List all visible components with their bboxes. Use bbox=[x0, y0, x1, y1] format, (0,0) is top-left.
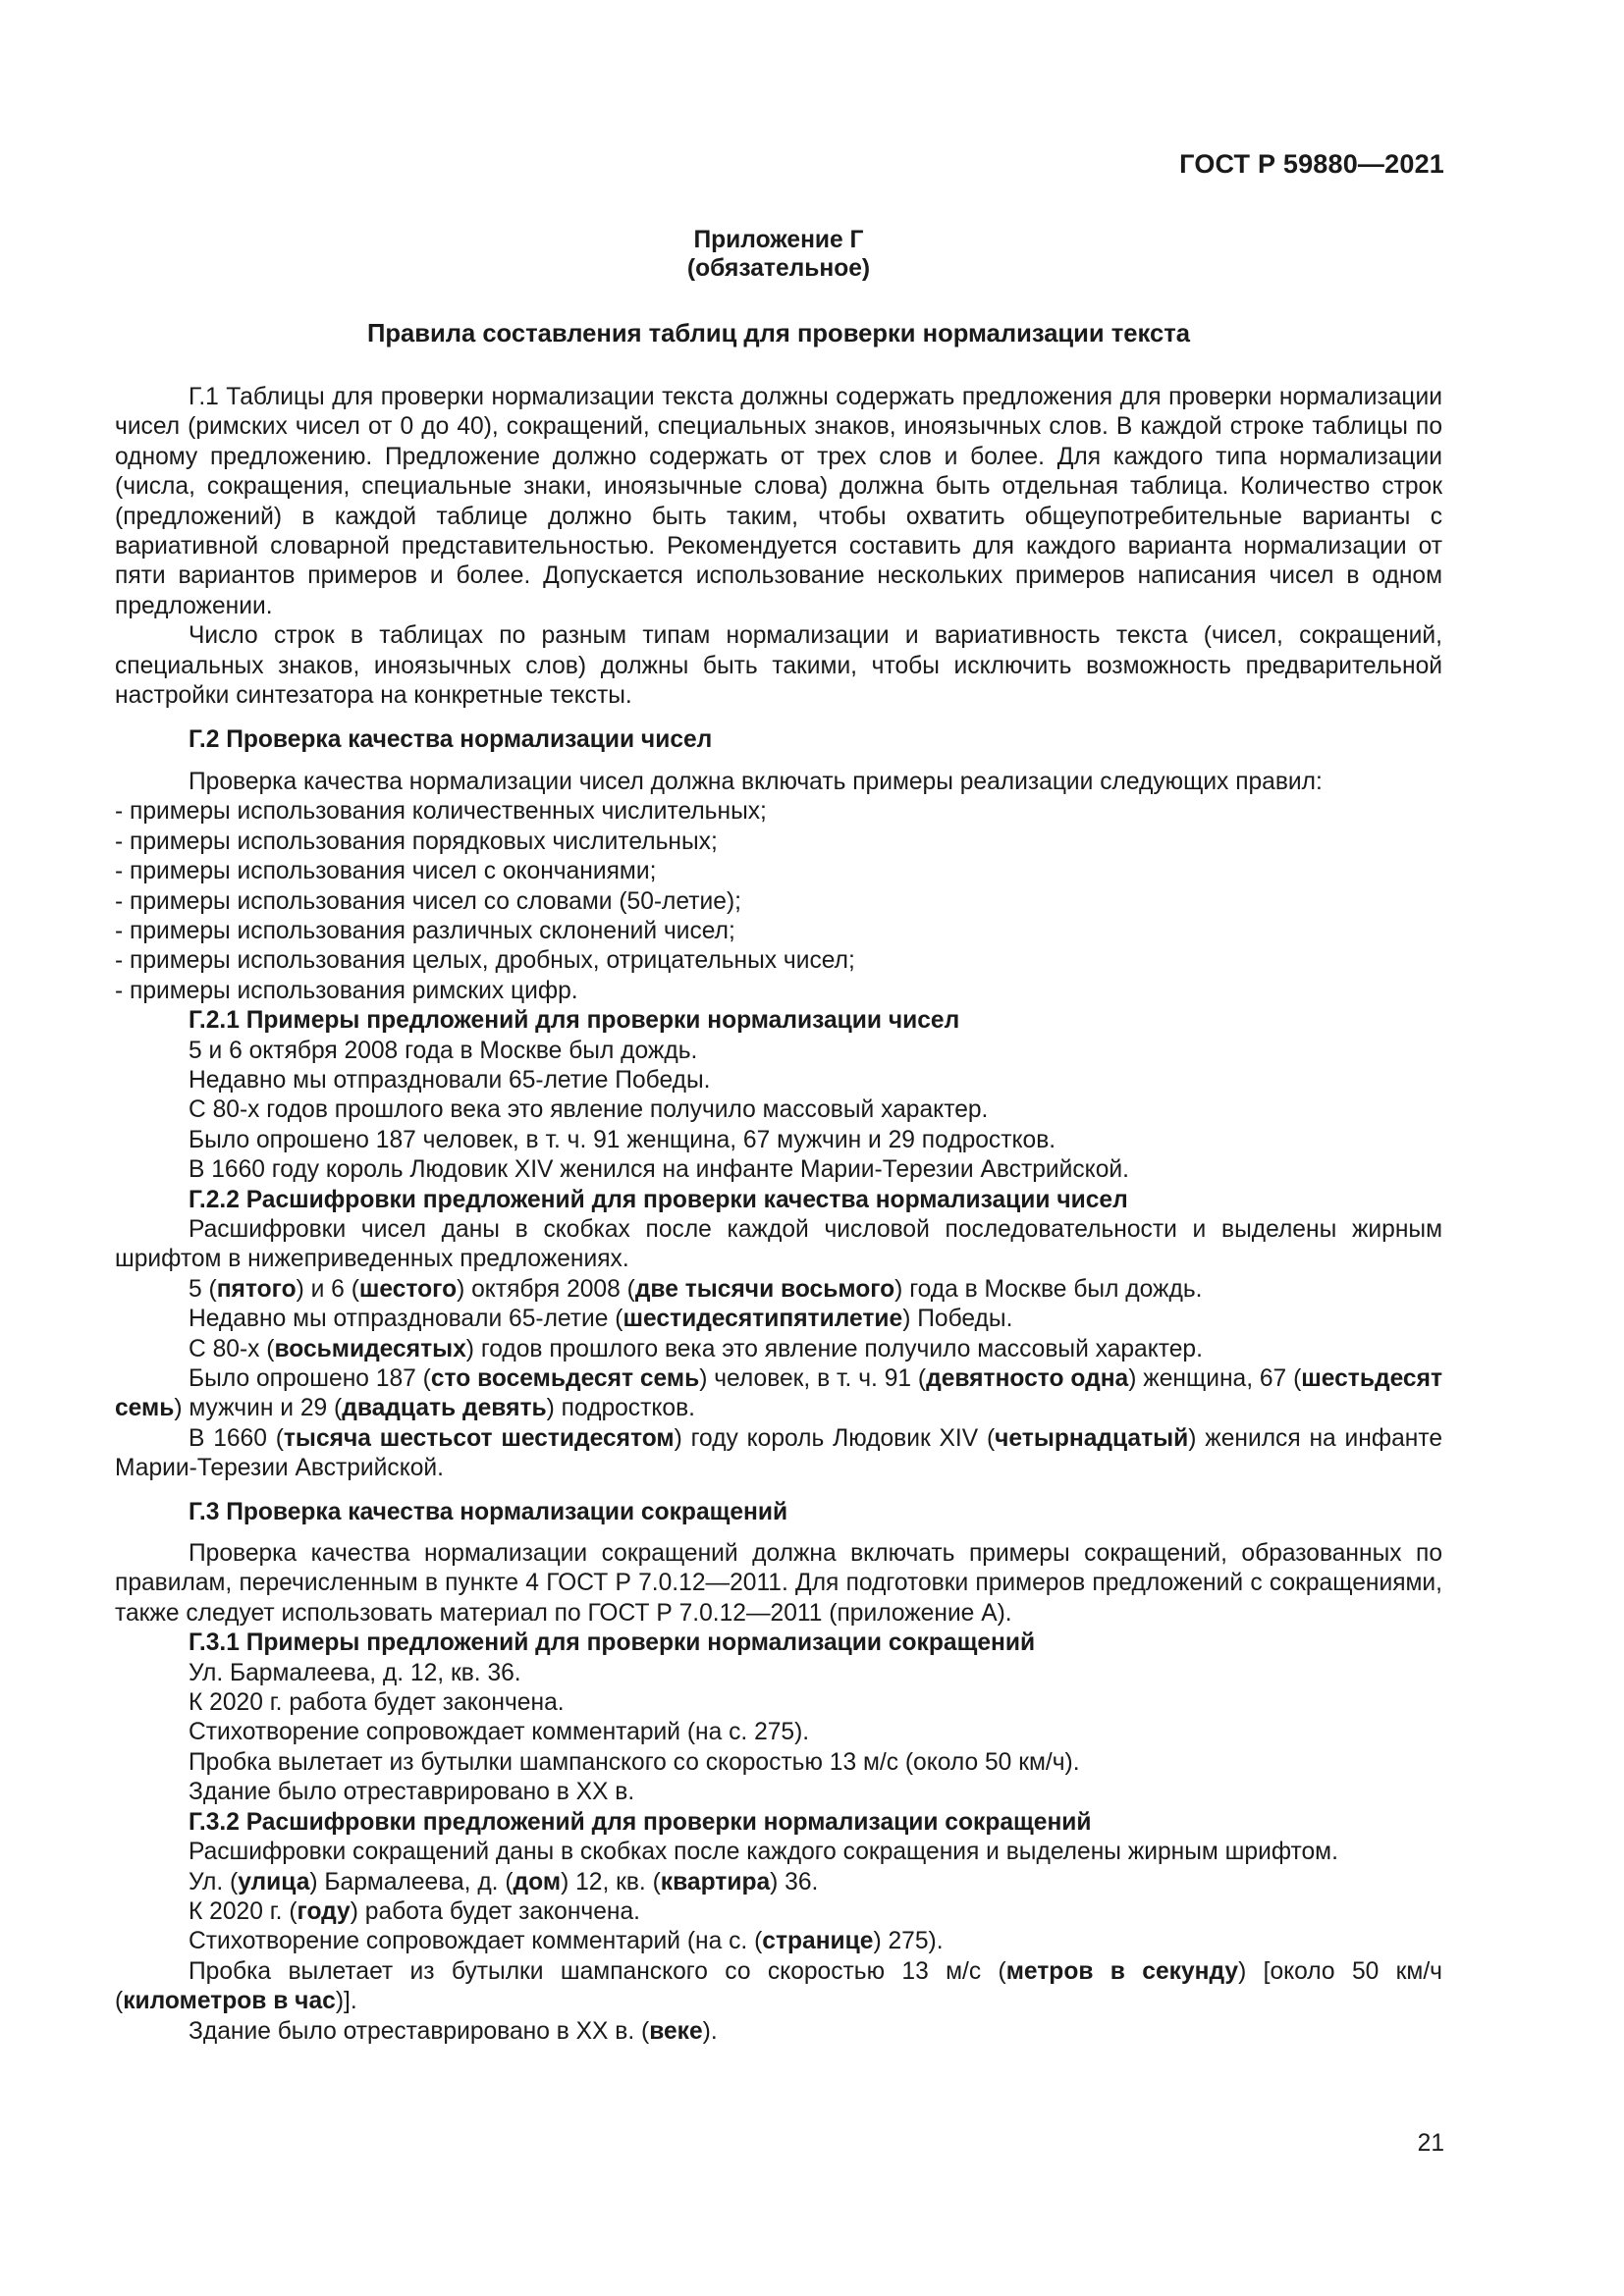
g2-intro: Проверка качества нормализации чисел должна включать примеры реализации следующих правил: bbox=[189, 768, 1323, 795]
g2-rule: - примеры использования различных склонений чисел; bbox=[115, 917, 735, 944]
g31-example: Ул. Бармалеева, д. 12, кв. 36. bbox=[189, 1659, 521, 1686]
g3-intro: Проверка качества нормализации сокращений должна включать примеры сокращений, образованных по правилам, перечисленным в пункте 4 ГОСТ Р 7.0.12—2011. Для подготовки примеров предложений с сокращениями, также следует использовать материал по ГОСТ Р 7.0.12—2011 (приложение А). bbox=[115, 1540, 1442, 1627]
g22-intro: Расшифровки чисел даны в скобках после каждой числовой последовательности и выделены жирным шрифтом в нижеприведенных предложениях. bbox=[115, 1215, 1442, 1273]
main-title: Правила составления таблиц для проверки нормализации текста bbox=[366, 320, 1190, 347]
g22-decoded-line: 5 (пятого) и 6 (шестого) октября 2008 (две тысячи восьмого) года в Москве был дождь. bbox=[189, 1275, 1203, 1303]
g21-example: Недавно мы отпраздновали 65-летие Победы. bbox=[189, 1066, 711, 1094]
g1-paragraph-1: Г.1 Таблицы для проверки нормализации текста должны содержать предложения для проверки нормализации чисел (римских чисел от 0 до 40), сокращений, специальных знаков, иноязычных слов. В каждой строке таблицы по одному предложению. Предложение должно содержать от трех слов и более. Для каждого типа нормализации (числа, сокращения, специальные знаки, иноязычные слова) должна быть отдельная таблица. Количество строк (предложений) в каждой таблице должно быть таким, чтобы охватить общеупотребительные варианты с вариативной словарной представительностью. Рекомендуется составить для каждого варианта нормализации от пяти вариантов примеров и более. Допускается использование нескольких примеров написания чисел в одном предложении. bbox=[115, 384, 1442, 619]
g32-heading: Г.3.2 Расшифровки предложений для проверки нормализации сокращений bbox=[189, 1808, 1092, 1836]
g31-example: Пробка вылетает из бутылки шампанского со скоростью 13 м/с (около 50 км/ч). bbox=[189, 1748, 1080, 1776]
g32-decoded-line: К 2020 г. (году) работа будет закончена. bbox=[189, 1897, 641, 1925]
g21-example: С 80-х годов прошлого века это явление получило массовый характер. bbox=[189, 1096, 989, 1124]
g32-decoded-line: Пробка вылетает из бутылки шампанского со скоростью 13 м/с (метров в секунду) [около 50 км/ч (километров в час)]. bbox=[115, 1957, 1442, 2015]
g2-rule: - примеры использования чисел с окончаниями; bbox=[115, 858, 657, 885]
g2-rule: - примеры использования количественных числительных; bbox=[115, 798, 767, 826]
g31-example: К 2020 г. работа будет закончена. bbox=[189, 1689, 565, 1717]
g22-decoded-line: С 80-х (восьмидесятых) годов прошлого века это явление получило массовый характер. bbox=[189, 1335, 1203, 1362]
g31-example: Здание было отреставрировано в XX в. bbox=[189, 1779, 635, 1806]
appendix-status: (обязательное) bbox=[686, 255, 871, 282]
g32-decoded-line: Ул. (улица) Бармалеева, д. (дом) 12, кв. (квартира) 36. bbox=[189, 1868, 819, 1896]
g2-rule: - примеры использования порядковых числительных; bbox=[115, 828, 718, 855]
appendix-title: Приложение Г bbox=[693, 227, 864, 253]
g2-rule: - примеры использования целых, дробных, отрицательных чисел; bbox=[115, 947, 855, 975]
g32-decoded-line: Стихотворение сопровождает комментарий (на с. (странице) 275). bbox=[189, 1928, 944, 1955]
g2-rule: - примеры использования римских цифр. bbox=[115, 977, 578, 1004]
g21-example: В 1660 году король Людовик XIV женился на инфанте Марии-Терезии Австрийской. bbox=[189, 1156, 1129, 1184]
g32-decoded-line: Здание было отреставрировано в XX в. (веке). bbox=[189, 2017, 718, 2045]
page-number: 21 bbox=[1417, 2130, 1444, 2157]
g3-heading: Г.3 Проверка качества нормализации сокращений bbox=[189, 1498, 788, 1525]
g31-example: Стихотворение сопровождает комментарий (на с. 275). bbox=[189, 1719, 810, 1746]
g22-decoded-line: Было опрошено 187 (сто восемьдесят семь) человек, в т. ч. 91 (девятносто одна) женщина, 67 (шестьдесят семь) мужчин и 29 (двадцать девять) подростков. bbox=[115, 1365, 1442, 1422]
g21-heading: Г.2.1 Примеры предложений для проверки нормализации чисел bbox=[189, 1007, 960, 1035]
g22-decoded-line: В 1660 (тысяча шестьсот шестидесятом) году король Людовик XIV (четырнадцатый) женился на инфанте Марии-Терезии Австрийской. bbox=[115, 1424, 1442, 1482]
g32-intro: Расшифровки сокращений даны в скобках после каждого сокращения и выделены жирным шрифтом. bbox=[189, 1839, 1338, 1866]
g22-decoded-line: Недавно мы отпраздновали 65-летие (шестидесятипятилетие) Победы. bbox=[189, 1306, 1013, 1333]
g2-rule: - примеры использования чисел со словами (50-летие); bbox=[115, 887, 741, 915]
g2-heading: Г.2 Проверка качества нормализации чисел bbox=[189, 726, 713, 754]
g22-heading: Г.2.2 Расшифровки предложений для проверки качества нормализации чисел bbox=[189, 1186, 1128, 1213]
document-number: ГОСТ Р 59880—2021 bbox=[1179, 149, 1444, 179]
document-body bbox=[115, 383, 1442, 2047]
g21-example: Было опрошено 187 человек, в т. ч. 91 женщина, 67 мужчин и 29 подростков. bbox=[189, 1126, 1056, 1153]
g31-heading: Г.3.1 Примеры предложений для проверки нормализации сокращений bbox=[189, 1629, 1036, 1657]
g21-example: 5 и 6 октября 2008 года в Москве был дождь. bbox=[189, 1037, 698, 1064]
appendix-heading bbox=[115, 226, 1442, 283]
g1-paragraph-2: Число строк в таблицах по разным типам нормализации и вариативность текста (чисел, сокращений, специальных знаков, иноязычных слов) должны быть такими, чтобы исключить возможность предварительной настройки синтезатора на конкретные тексты. bbox=[115, 622, 1442, 710]
